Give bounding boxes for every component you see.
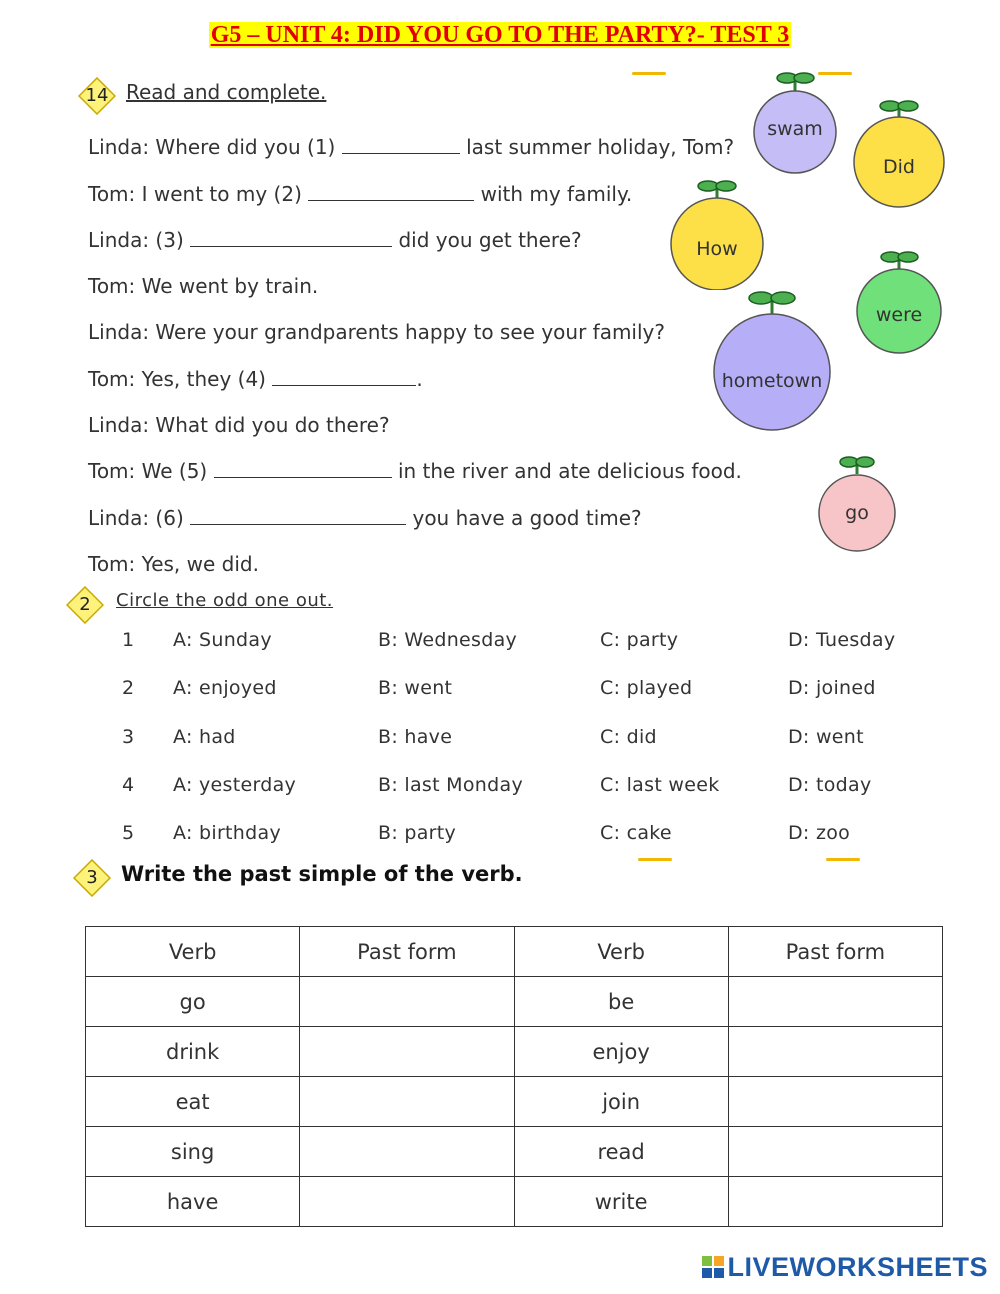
word-fruit: were [855,248,943,354]
worksheet-title: G5 – UNIT 4: DID YOU GO TO THE PARTY?- TEST 3 [210,22,790,48]
option-c[interactable]: C: did [600,726,657,748]
table-header-row [86,927,943,977]
past-form-input[interactable] [300,1177,514,1227]
verb-cell: sing [86,1127,300,1177]
option-d[interactable]: D: went [788,726,864,748]
section-number-badge: 2 [66,586,104,624]
verb-cell: read [514,1127,728,1177]
answer-blank[interactable] [272,367,416,386]
decor-dash [826,858,860,861]
option-b[interactable]: B: went [378,677,453,699]
fruit-icon [668,176,766,290]
verb-cell: drink [86,1027,300,1077]
verb-cell: join [514,1077,728,1127]
past-form-input[interactable] [728,1077,942,1127]
column-header: Past form [728,927,942,977]
verb-cell: write [514,1177,728,1227]
past-form-input[interactable] [728,1127,942,1177]
table-row [86,977,943,1027]
logo-icon [702,1254,724,1276]
past-form-input[interactable] [300,1027,514,1077]
column-header: Verb [86,927,300,977]
answer-blank[interactable] [342,135,460,154]
dialogue-line: Tom: We went by train. [88,274,319,298]
table-row [86,1027,943,1077]
option-a[interactable]: A: yesterday [173,774,297,796]
fruit-icon [852,96,946,208]
decor-dash [638,858,672,861]
section-heading: Read and complete. [126,80,327,104]
liveworksheets-logo: LIVEWORKSHEETS [702,1252,988,1283]
past-form-input[interactable] [300,1127,514,1177]
dialogue-line: Linda: Were your grandparents happy to see your family? [88,320,665,344]
dialogue-line: Linda: Where did you (1) last summer holiday, Tom? [88,135,735,159]
option-d[interactable]: D: zoo [788,822,851,844]
verb-cell: eat [86,1077,300,1127]
option-c[interactable]: C: party [600,629,679,651]
option-a[interactable]: A: birthday [173,822,281,844]
word-fruit: Did [852,96,946,208]
option-d[interactable]: D: Tuesday [788,629,896,651]
past-form-input[interactable] [728,1027,942,1077]
dialogue-line: Linda: (3) did you get there? [88,228,582,252]
past-form-input[interactable] [300,977,514,1027]
decor-dash [632,72,666,75]
section-number-badge: 14 [78,77,116,115]
section-heading: Circle the odd one out. [116,590,334,611]
past-form-input[interactable] [728,977,942,1027]
table-row [86,1177,943,1227]
fruit-icon [855,248,943,354]
verb-cell: have [86,1177,300,1227]
dialogue-line: Linda: What did you do there? [88,413,390,437]
table-row [86,1127,943,1177]
option-c[interactable]: C: cake [600,822,672,844]
word-fruit: How [668,176,766,290]
option-a[interactable]: A: had [173,726,236,748]
option-b[interactable]: B: have [378,726,453,748]
option-d[interactable]: D: joined [788,677,876,699]
option-a[interactable]: A: enjoyed [173,677,277,699]
answer-blank[interactable] [214,459,392,478]
dialogue-line: Tom: Yes, they (4) . [88,367,423,391]
past-form-table [85,926,943,1227]
answer-blank[interactable] [190,506,406,525]
dialogue-line: Tom: We (5) in the river and ate delicious food. [88,459,742,483]
past-form-input[interactable] [300,1077,514,1127]
table-row [86,1077,943,1127]
option-d[interactable]: D: today [788,774,872,796]
word-fruit: go [816,454,898,552]
verb-cell: go [86,977,300,1027]
answer-blank[interactable] [190,228,392,247]
verb-cell: be [514,977,728,1027]
option-c[interactable]: C: played [600,677,693,699]
dialogue-line: Tom: Yes, we did. [88,552,259,576]
option-b[interactable]: B: Wednesday [378,629,518,651]
option-b[interactable]: B: last Monday [378,774,523,796]
column-header: Verb [514,927,728,977]
dialogue-line: Linda: (6) you have a good time? [88,506,642,530]
section-number-badge: 3 [73,859,111,897]
fruit-icon [712,286,832,432]
verb-cell: enjoy [514,1027,728,1077]
dialogue-line: Tom: I went to my (2) with my family. [88,182,633,206]
option-a[interactable]: A: Sunday [173,629,272,651]
option-c[interactable]: C: last week [600,774,720,796]
column-header: Past form [300,927,514,977]
past-form-input[interactable] [728,1177,942,1227]
word-fruit: swam [752,70,838,174]
option-b[interactable]: B: party [378,822,457,844]
answer-blank[interactable] [308,182,474,201]
section-heading: Write the past simple of the verb. [121,862,523,886]
word-fruit: hometown [712,286,832,432]
